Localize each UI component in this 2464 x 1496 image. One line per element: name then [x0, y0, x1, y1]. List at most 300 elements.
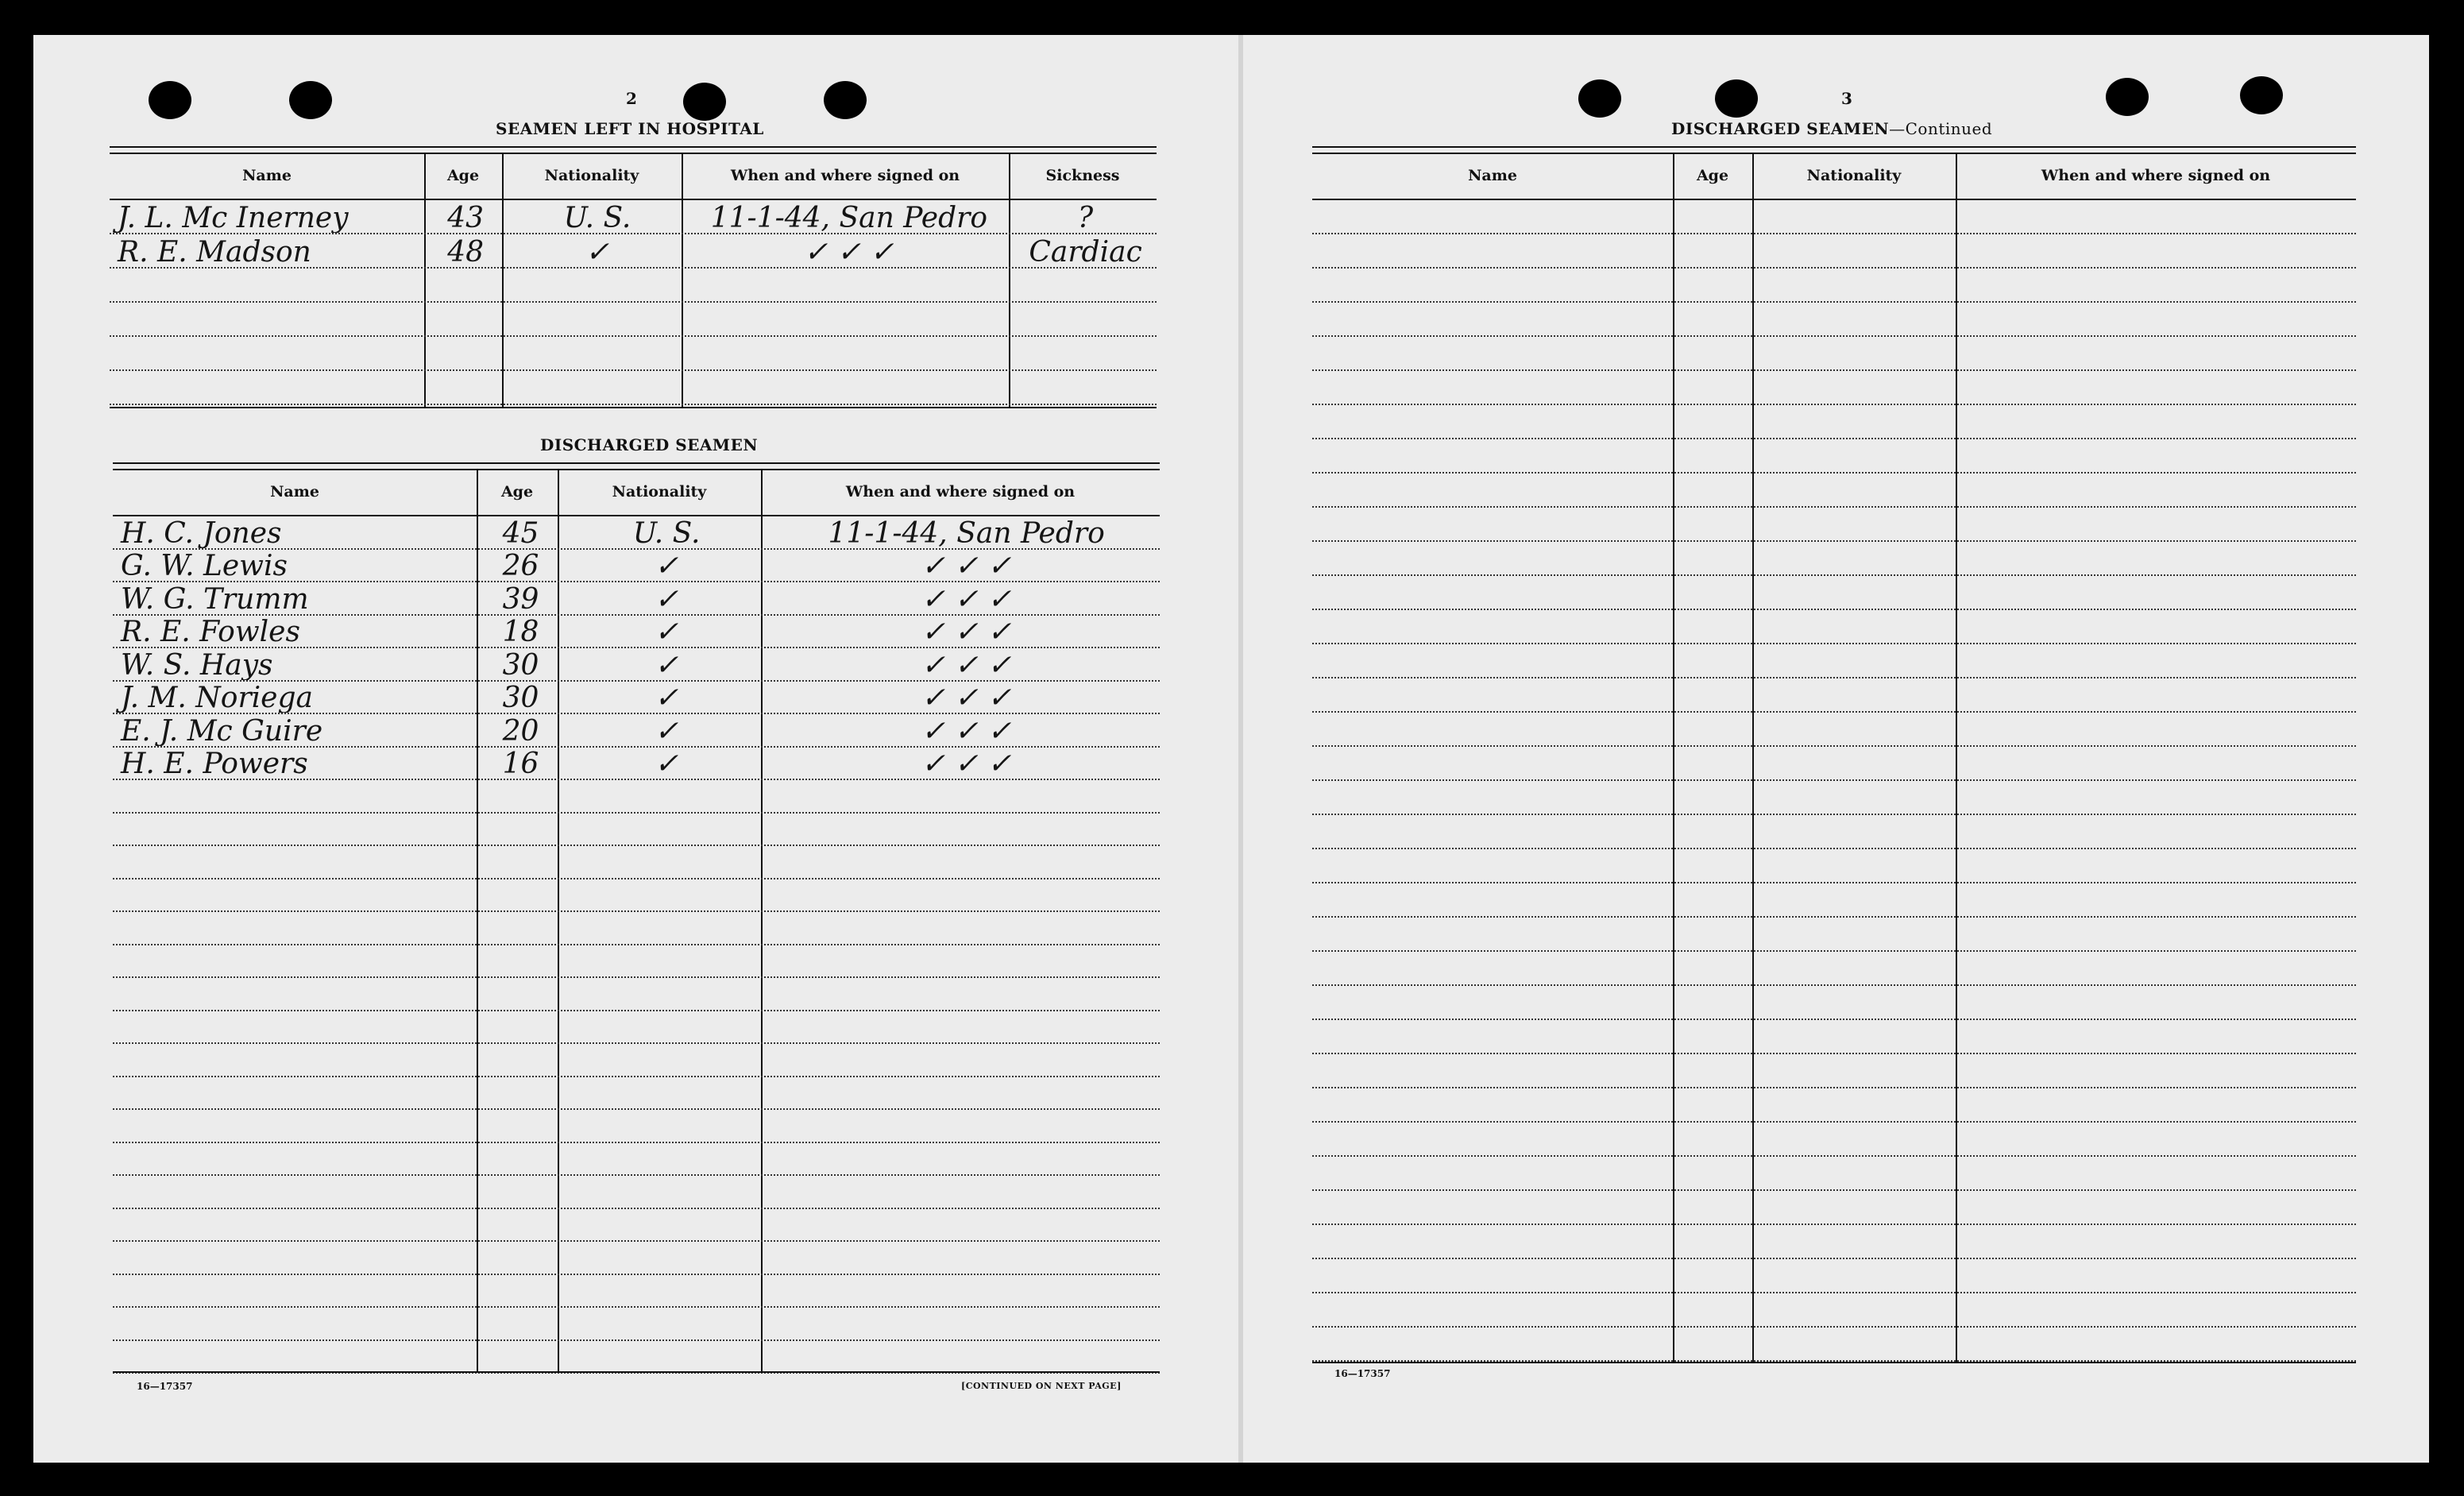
nationality-cell	[1755, 1191, 1960, 1223]
nationality-cell	[1755, 678, 1960, 711]
nationality-cell	[560, 1143, 765, 1175]
hospital-table	[110, 146, 1157, 413]
signed-on-cell	[1960, 234, 2356, 267]
table-row	[113, 1077, 1160, 1111]
name-cell	[113, 1308, 473, 1339]
nationality-cell	[560, 1011, 765, 1043]
name-cell: E. J. Mc Guire	[121, 714, 323, 746]
nationality-cell	[560, 814, 765, 845]
age-cell	[473, 1044, 560, 1076]
page-number: 2	[626, 89, 637, 108]
form-number: 16—17357	[1334, 1368, 1391, 1379]
signed-on-cell	[765, 978, 1160, 1010]
signed-on-cell	[765, 1242, 1160, 1274]
name-cell	[113, 879, 473, 911]
table-row	[1312, 713, 2356, 747]
signed-on-cell: 11-1-44, San Pedro	[828, 516, 1105, 548]
nationality-cell	[1755, 405, 1960, 438]
signed-on-cell	[1960, 1293, 2356, 1326]
age-cell	[1670, 1259, 1755, 1292]
signed-on-cell: ✓ ✓ ✓	[921, 582, 1012, 614]
signed-on-cell	[1960, 1054, 2356, 1087]
table-row	[113, 1143, 1160, 1177]
table-row	[1312, 1157, 2356, 1191]
column-header-sickness: Sickness	[1045, 167, 1120, 184]
name-cell	[1312, 986, 1670, 1019]
name-cell	[1312, 303, 1670, 335]
table-row	[1312, 1088, 2356, 1123]
nationality-cell	[1755, 576, 1960, 609]
age-cell	[473, 814, 560, 845]
table-row	[110, 269, 1157, 303]
age-cell	[1670, 1054, 1755, 1087]
table-row	[113, 1242, 1160, 1275]
signed-on-cell	[1960, 883, 2356, 916]
table-row	[1312, 815, 2356, 849]
table-bottom-rule	[1312, 1362, 2356, 1363]
table-row	[113, 1044, 1160, 1077]
name-cell	[1312, 1123, 1670, 1155]
nationality-cell	[1755, 371, 1960, 404]
table-row	[113, 714, 1160, 748]
nationality-cell	[560, 846, 765, 878]
signed-on-cell	[765, 846, 1160, 878]
signed-on-cell: ✓ ✓ ✓	[921, 714, 1012, 746]
nationality-cell	[560, 879, 765, 911]
title-suffix: —Continued	[1889, 119, 1993, 138]
nationality-cell	[1755, 849, 1960, 882]
table-row	[110, 303, 1157, 337]
signed-on-cell: 11-1-44, San Pedro	[710, 202, 988, 233]
table-row	[113, 780, 1160, 814]
age-cell	[473, 1110, 560, 1142]
name-cell	[1312, 405, 1670, 438]
signed-on-cell	[1960, 1020, 2356, 1053]
age-cell	[473, 1209, 560, 1241]
age-cell	[473, 1308, 560, 1339]
nationality-cell	[560, 1209, 765, 1241]
column-header-signed-on: When and where signed on	[2041, 167, 2271, 184]
signed-on-cell: ✓ ✓ ✓	[921, 550, 1012, 581]
nationality-cell	[1755, 781, 1960, 814]
age-cell	[1670, 234, 1755, 267]
age-cell	[1670, 849, 1755, 882]
signed-on-cell	[1960, 269, 2356, 301]
nationality-cell	[1755, 747, 1960, 779]
age-cell	[1670, 1328, 1755, 1360]
age-cell: 43	[447, 202, 485, 233]
column-header-signed-on: When and where signed on	[845, 483, 1076, 501]
nationality-cell	[1755, 1020, 1960, 1053]
column-header-age: Age	[446, 167, 480, 184]
name-cell	[1312, 1191, 1670, 1223]
age-cell	[1670, 269, 1755, 301]
table-row	[113, 1110, 1160, 1143]
name-cell: J. M. Noriega	[121, 682, 313, 713]
table-row	[113, 682, 1160, 715]
age-cell	[1670, 1293, 1755, 1326]
age-cell: 16	[502, 748, 539, 779]
age-cell: 48	[447, 236, 485, 267]
name-cell	[1312, 1328, 1670, 1360]
signed-on-cell	[1960, 918, 2356, 950]
punch-hole	[824, 81, 867, 119]
name-cell	[110, 303, 420, 335]
age-cell	[1670, 610, 1755, 643]
name-cell	[113, 1341, 473, 1373]
nationality-cell: U. S.	[632, 516, 701, 548]
table-row	[1312, 1123, 2356, 1157]
punch-hole	[1715, 79, 1758, 118]
age-cell	[420, 269, 503, 301]
table-row	[1312, 439, 2356, 474]
signed-on-cell: ✓ ✓ ✓	[921, 682, 1012, 713]
signed-on-cell	[765, 1077, 1160, 1109]
nationality-cell	[503, 269, 683, 301]
name-cell: W. G. Trumm	[121, 582, 309, 614]
name-cell	[1312, 644, 1670, 677]
nationality-cell: ✓	[655, 714, 679, 746]
table-row	[1312, 1054, 2356, 1088]
table-row	[1312, 1191, 2356, 1225]
age-cell	[473, 879, 560, 911]
age-cell	[1670, 815, 1755, 848]
signed-on-cell	[1960, 986, 2356, 1019]
table-row	[1312, 508, 2356, 542]
table-row	[1312, 1259, 2356, 1293]
name-cell: J. L. Mc Inerney	[118, 202, 349, 233]
nationality-cell	[1755, 337, 1960, 369]
nationality-cell	[560, 1242, 765, 1274]
title-main: DISCHARGED SEAMEN	[1671, 119, 1890, 138]
signed-on-cell	[1960, 405, 2356, 438]
nationality-cell: U. S.	[563, 202, 631, 233]
age-cell	[1670, 474, 1755, 506]
table-row	[113, 1341, 1160, 1374]
signed-on-cell	[765, 912, 1160, 944]
name-cell	[113, 1077, 473, 1109]
age-cell	[473, 846, 560, 878]
table-row	[1312, 610, 2356, 644]
nationality-cell: ✓	[655, 550, 679, 581]
name-cell: G. W. Lewis	[121, 550, 288, 581]
name-cell	[1312, 713, 1670, 745]
age-cell	[1670, 1157, 1755, 1189]
name-cell	[113, 780, 473, 812]
nationality-cell	[1755, 439, 1960, 472]
discharged-section-title: DISCHARGED SEAMEN	[540, 435, 759, 454]
table-row	[113, 879, 1160, 913]
nationality-cell	[1755, 200, 1960, 233]
signed-on-cell	[765, 1044, 1160, 1076]
nationality-cell	[1755, 1054, 1960, 1087]
nationality-cell	[560, 1110, 765, 1142]
table-row	[110, 234, 1157, 269]
age-cell	[473, 912, 560, 944]
name-cell	[1312, 952, 1670, 984]
name-cell	[1312, 1225, 1670, 1258]
table-row	[1312, 234, 2356, 269]
signed-on-cell	[1960, 303, 2356, 335]
signed-on-cell	[1960, 371, 2356, 404]
signed-on-cell	[1960, 678, 2356, 711]
nationality-cell	[560, 945, 765, 977]
discharged-continued-table	[1312, 146, 2356, 1363]
signed-on-cell	[765, 780, 1160, 812]
name-cell	[110, 269, 420, 301]
signed-on-cell	[765, 1110, 1160, 1142]
name-cell	[1312, 1020, 1670, 1053]
nationality-cell	[1755, 1293, 1960, 1326]
nationality-cell: ✓	[655, 616, 679, 647]
signed-on-cell	[1960, 1191, 2356, 1223]
table-row	[1312, 371, 2356, 405]
table-row	[1312, 747, 2356, 781]
nationality-cell	[1755, 883, 1960, 916]
signed-on-cell	[765, 1341, 1160, 1373]
signed-on-cell	[765, 1011, 1160, 1043]
table-bottom-rule	[110, 407, 1157, 408]
age-cell	[1670, 883, 1755, 916]
age-cell	[1670, 713, 1755, 745]
nationality-cell	[560, 1077, 765, 1109]
nationality-cell	[560, 1044, 765, 1076]
hospital-rows	[110, 200, 1157, 405]
continued-note: [CONTINUED ON NEXT PAGE]	[961, 1381, 1122, 1391]
age-cell	[1670, 1020, 1755, 1053]
name-cell	[1312, 1157, 1670, 1189]
age-cell: 45	[502, 516, 539, 548]
sickness-cell	[1006, 371, 1157, 404]
signed-on-cell	[684, 337, 1006, 369]
name-cell	[113, 1011, 473, 1043]
column-header-name: Name	[1468, 167, 1517, 184]
nationality-cell	[503, 337, 683, 369]
nationality-cell	[503, 371, 683, 404]
name-cell	[1312, 474, 1670, 506]
signed-on-cell	[765, 1275, 1160, 1307]
signed-on-cell	[1960, 781, 2356, 814]
table-row	[1312, 337, 2356, 371]
discharged-continued-title	[1671, 119, 1992, 138]
age-cell	[1670, 439, 1755, 472]
signed-on-cell: ✓ ✓ ✓	[921, 616, 1012, 647]
age-cell	[1670, 303, 1755, 335]
age-cell: 39	[502, 582, 539, 614]
name-cell	[113, 1209, 473, 1241]
table-row	[1312, 1020, 2356, 1054]
table-row	[1312, 644, 2356, 678]
signed-on-cell	[1960, 1123, 2356, 1155]
name-cell: H. E. Powers	[121, 748, 308, 779]
nationality-cell	[560, 1308, 765, 1339]
name-cell	[110, 371, 420, 404]
signed-on-cell	[684, 303, 1006, 335]
nationality-cell	[1755, 269, 1960, 301]
column-header-nationality: Nationality	[612, 483, 707, 501]
name-cell	[113, 846, 473, 878]
table-row	[113, 550, 1160, 583]
age-cell: 18	[502, 616, 539, 647]
age-cell	[1670, 200, 1755, 233]
table-row	[113, 1176, 1160, 1209]
column-header-nationality: Nationality	[1806, 167, 1902, 184]
name-cell: H. C. Jones	[121, 516, 282, 548]
signed-on-cell	[765, 1176, 1160, 1208]
nationality-cell	[1755, 1225, 1960, 1258]
age-cell: 30	[502, 682, 539, 713]
age-cell	[1670, 918, 1755, 950]
table-row	[113, 616, 1160, 649]
nationality-cell	[1755, 1088, 1960, 1121]
signed-on-cell	[1960, 1328, 2356, 1360]
nationality-cell	[560, 1341, 765, 1373]
page-spine	[1238, 35, 1243, 1463]
nationality-cell	[1755, 952, 1960, 984]
signed-on-cell	[1960, 713, 2356, 745]
column-header-age: Age	[1696, 167, 1729, 184]
name-cell	[1312, 678, 1670, 711]
signed-on-cell	[1960, 200, 2356, 233]
signed-on-cell	[1960, 439, 2356, 472]
signed-on-cell	[1960, 1157, 2356, 1189]
hospital-section-title: SEAMEN LEFT IN HOSPITAL	[496, 119, 764, 138]
nationality-cell	[560, 1275, 765, 1307]
signed-on-cell	[765, 1308, 1160, 1339]
name-cell	[1312, 1054, 1670, 1087]
name-cell	[1312, 610, 1670, 643]
nationality-cell	[1755, 1259, 1960, 1292]
table-row	[1312, 1225, 2356, 1259]
column-header-age: Age	[500, 483, 534, 501]
name-cell	[1312, 849, 1670, 882]
name-cell	[1312, 781, 1670, 814]
table-row	[1312, 883, 2356, 918]
nationality-cell	[1755, 234, 1960, 267]
age-cell	[1670, 542, 1755, 574]
age-cell	[1670, 952, 1755, 984]
table-row	[1312, 952, 2356, 986]
table-row	[1312, 405, 2356, 439]
age-cell	[1670, 1191, 1755, 1223]
table-row	[1312, 269, 2356, 303]
age-cell	[1670, 1123, 1755, 1155]
table-row	[1312, 474, 2356, 508]
name-cell	[1312, 1088, 1670, 1121]
nationality-cell	[503, 303, 683, 335]
signed-on-cell	[1960, 1225, 2356, 1258]
signed-on-cell	[765, 945, 1160, 977]
table-row	[113, 1308, 1160, 1341]
age-cell	[1670, 678, 1755, 711]
table-row	[110, 200, 1157, 234]
discharged-table	[113, 462, 1160, 1373]
name-cell	[1312, 576, 1670, 609]
table-row	[113, 582, 1160, 616]
name-cell	[1312, 747, 1670, 779]
signed-on-cell: ✓ ✓ ✓	[921, 748, 1012, 779]
age-cell	[420, 371, 503, 404]
age-cell	[420, 337, 503, 369]
name-cell	[1312, 883, 1670, 916]
age-cell	[473, 780, 560, 812]
table-row	[113, 1011, 1160, 1045]
table-row	[110, 337, 1157, 371]
signed-on-cell	[1960, 747, 2356, 779]
punch-hole	[149, 81, 191, 119]
name-cell	[1312, 1259, 1670, 1292]
age-cell	[473, 1011, 560, 1043]
name-cell: R. E. Fowles	[121, 616, 300, 647]
signed-on-cell	[684, 371, 1006, 404]
sickness-cell: Cardiac	[1029, 236, 1142, 267]
column-header-signed-on: When and where signed on	[730, 167, 960, 184]
signed-on-cell	[765, 814, 1160, 845]
nationality-cell	[1755, 644, 1960, 677]
punch-hole	[289, 81, 332, 119]
signed-on-cell: ✓ ✓ ✓	[804, 236, 894, 267]
signed-on-cell	[765, 1143, 1160, 1175]
nationality-cell: ✓	[655, 682, 679, 713]
age-cell: 30	[502, 648, 539, 680]
age-cell	[1670, 576, 1755, 609]
column-header-nationality: Nationality	[544, 167, 639, 184]
sickness-cell: ?	[1077, 202, 1094, 233]
punch-hole	[2106, 78, 2149, 116]
name-cell	[113, 912, 473, 944]
nationality-cell: ✓	[655, 748, 679, 779]
age-cell	[473, 1077, 560, 1109]
signed-on-cell	[1960, 508, 2356, 540]
discharged-rows	[113, 516, 1160, 1374]
age-cell	[420, 303, 503, 335]
age-cell	[1670, 371, 1755, 404]
name-cell	[1312, 234, 1670, 267]
age-cell	[1670, 986, 1755, 1019]
table-row	[1312, 1293, 2356, 1328]
name-cell	[1312, 918, 1670, 950]
signed-on-cell	[1960, 952, 2356, 984]
table-row	[113, 814, 1160, 847]
nationality-cell	[560, 912, 765, 944]
age-cell	[473, 945, 560, 977]
name-cell	[113, 1176, 473, 1208]
name-cell	[113, 945, 473, 977]
nationality-cell	[560, 1176, 765, 1208]
table-row	[1312, 303, 2356, 337]
sickness-cell	[1006, 337, 1157, 369]
signed-on-cell	[1960, 644, 2356, 677]
table-row	[1312, 1328, 2356, 1362]
nationality-cell: ✓	[655, 648, 679, 680]
form-number: 16—17357	[137, 1381, 193, 1392]
age-cell	[473, 1143, 560, 1175]
nationality-cell	[1755, 610, 1960, 643]
nationality-cell	[560, 780, 765, 812]
name-cell	[1312, 508, 1670, 540]
table-bottom-rule	[113, 1371, 1160, 1373]
name-cell	[1312, 371, 1670, 404]
name-cell	[113, 1143, 473, 1175]
name-cell	[113, 1110, 473, 1142]
age-cell	[1670, 508, 1755, 540]
table-row	[1312, 200, 2356, 234]
signed-on-cell	[1960, 474, 2356, 506]
signed-on-cell	[1960, 815, 2356, 848]
age-cell: 20	[502, 714, 539, 746]
signed-on-cell	[765, 1209, 1160, 1241]
signed-on-cell	[1960, 610, 2356, 643]
